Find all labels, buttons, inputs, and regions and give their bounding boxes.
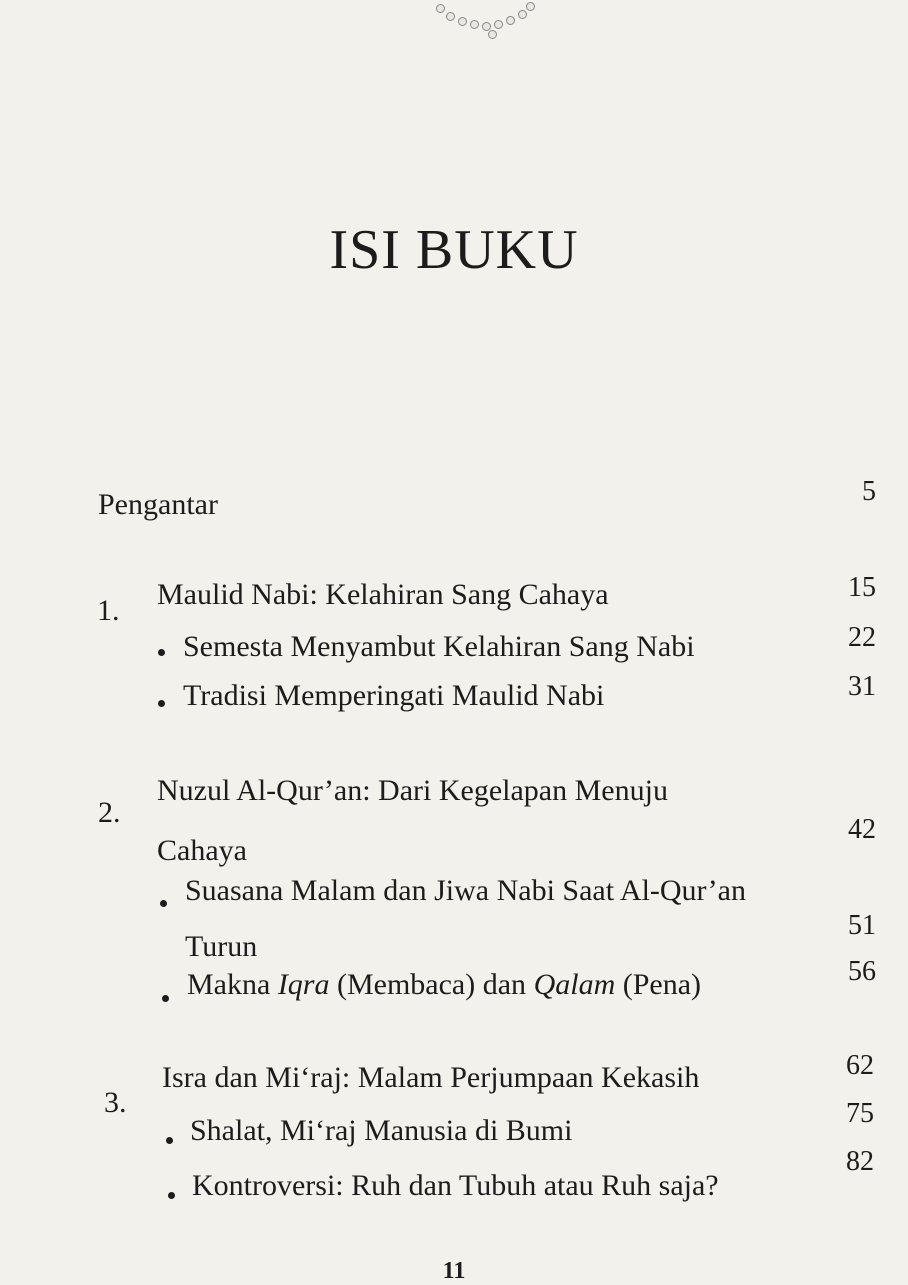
bullet-icon (162, 995, 169, 1002)
chapter-2-page: 42 (848, 814, 876, 845)
chapter-3-page: 62 (846, 1050, 874, 1081)
chapter-3-number: 3. (104, 1086, 127, 1119)
chapter-3-sub-1-title: Shalat, Mi‘raj Manusia di Bumi (190, 1114, 573, 1147)
chapter-2-sub-1-title-line-1: Suasana Malam dan Jiwa Nabi Saat Al-Qur’an (185, 874, 746, 907)
bullet-icon (166, 1137, 173, 1144)
bullet-icon (168, 1192, 175, 1199)
sub-2-text-2: (Membaca) dan (329, 968, 534, 1001)
sub-2-text-3: (Pena) (615, 968, 702, 1001)
chapter-3-sub-2-page: 82 (846, 1146, 874, 1177)
chapter-2-sub-2-title (187, 970, 701, 1000)
chapter-1-title: Maulid Nabi: Kelahiran Sang Cahaya (157, 578, 609, 611)
bullet-icon (160, 900, 167, 907)
chapter-1-number: 1. (97, 594, 120, 627)
chapter-2-title-line-1: Nuzul Al-Qur’an: Dari Kegelapan Menuju (157, 774, 668, 807)
chapter-2-sub-2-page: 56 (848, 956, 876, 987)
chapter-1-sub-2-page: 31 (848, 671, 876, 702)
chapter-1-sub-1-page: 22 (848, 622, 876, 653)
chapter-3-sub-1-page: 75 (846, 1098, 874, 1129)
chapter-2-sub-1-title-line-2: Turun (185, 930, 258, 963)
chapter-2-number: 2. (98, 796, 121, 829)
chapter-2-sub-1-page: 51 (848, 910, 876, 941)
decorative-ornament-icon (428, 0, 538, 42)
bullet-icon (158, 700, 165, 707)
bullet-icon (158, 649, 165, 656)
sub-2-italic-qalam: Qalam (533, 968, 616, 1001)
chapter-2-title-line-2: Cahaya (157, 834, 247, 867)
toc-preface-label: Pengantar (98, 488, 218, 521)
chapter-3-sub-2-title: Kontroversi: Ruh dan Tubuh atau Ruh saja? (192, 1169, 719, 1202)
toc-preface-page: 5 (862, 476, 876, 507)
chapter-3-title: Isra dan Mi‘raj: Malam Perjumpaan Kekasih (162, 1061, 700, 1094)
chapter-1-sub-2-title: Tradisi Memperingati Maulid Nabi (183, 679, 605, 712)
chapter-1-sub-1-title: Semesta Menyambut Kelahiran Sang Nabi (183, 630, 695, 663)
page-number: 11 (442, 1258, 466, 1284)
sub-2-italic-iqra: Iqra (277, 968, 330, 1001)
sub-2-text-1: Makna (187, 968, 278, 1001)
page-title: ISI BUKU (329, 218, 579, 281)
chapter-1-page: 15 (848, 572, 876, 603)
